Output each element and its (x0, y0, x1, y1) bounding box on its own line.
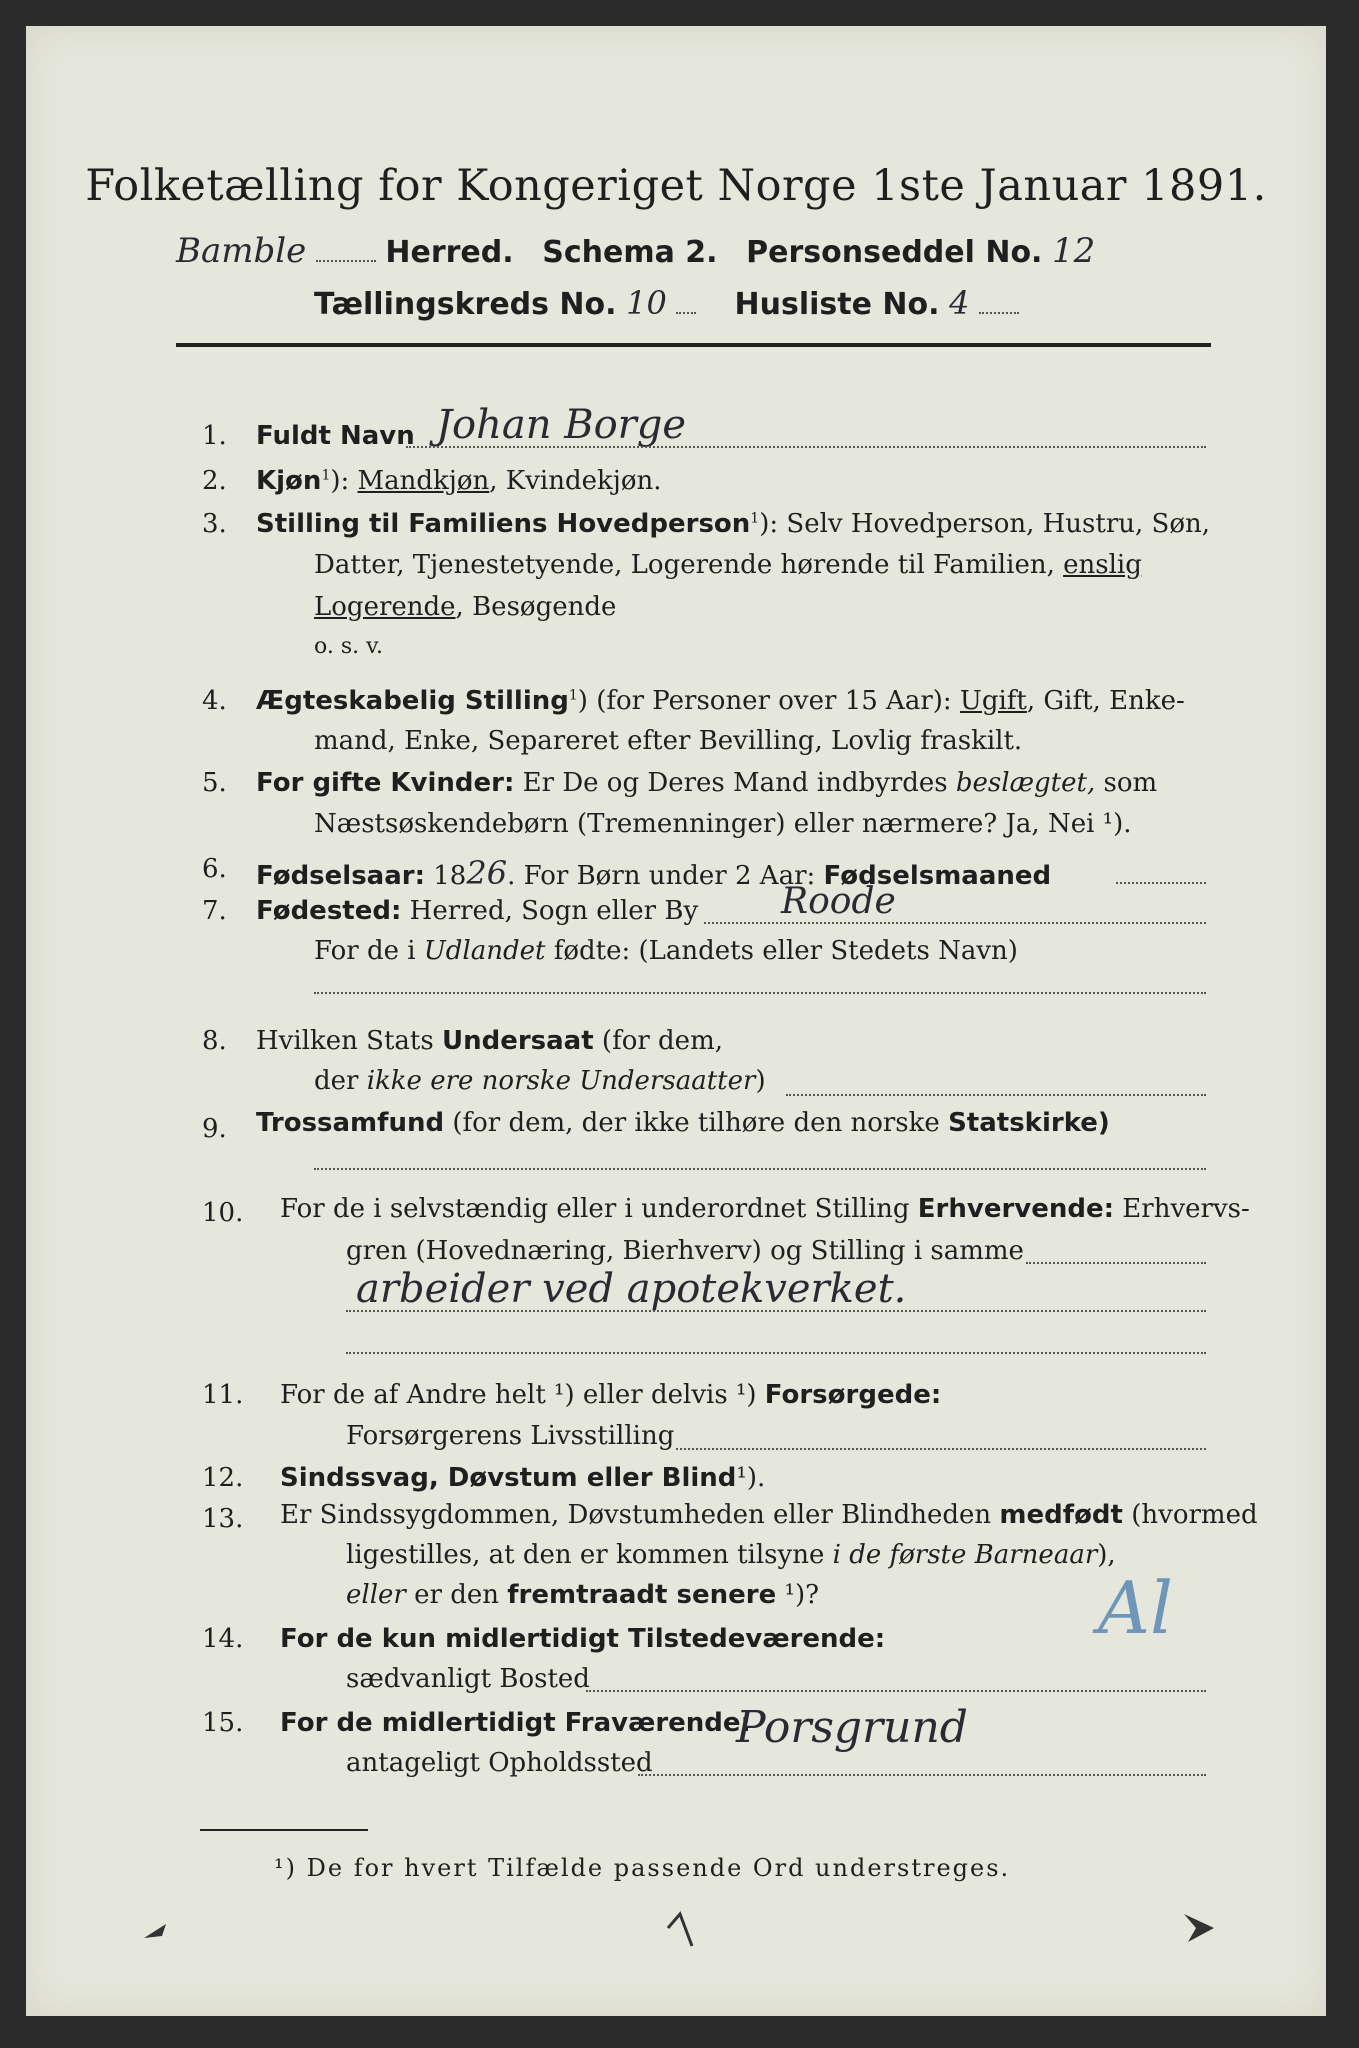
item-14-line1: For de kun midlertidigt Tilstedeværende: (280, 1624, 886, 1654)
full-name-value: Johan Borge (436, 402, 687, 448)
item-10-number: 10. (202, 1198, 244, 1228)
item-1-number: 1. (202, 421, 227, 451)
item-3-line3: Logerende, Besøgende (314, 592, 617, 622)
occupation-value: arbeider ved apotekverket. (356, 1266, 907, 1312)
item-9-number: 9. (202, 1114, 227, 1144)
residence-value: Porsgrund (736, 1702, 968, 1753)
corner-mark-right-icon (1178, 1908, 1228, 1948)
item-9-line1: Trossamfund (for dem, der ikke tilhøre den norske Statskirke) (256, 1108, 1110, 1138)
birthplace-value: Roode (781, 881, 896, 922)
husliste-label: Husliste No. (734, 287, 940, 322)
item-13-line1: Er Sindssygdommen, Døvstumheden eller Blindheden medfødt (hvormed (280, 1500, 1258, 1530)
kreds-label: Tællingskreds No. (314, 287, 617, 322)
corner-mark-left-icon (136, 1906, 196, 1946)
item-15-line1: For de midlertidigt Fraværende: (280, 1708, 751, 1738)
husliste-value: 4 (949, 284, 970, 322)
herred-label: Herred. (385, 235, 514, 270)
item-1-label: Fuldt Navn (256, 421, 415, 451)
gender-male-selected: Mandkjøn (357, 466, 490, 496)
birth-year-value: 26 (466, 854, 508, 892)
personseddel-label: Personseddel No. (746, 235, 1043, 270)
item-13-line2: ligestilles, at den er kommen tilsyne i de første Barneaar), (346, 1540, 1116, 1570)
item-10-line2: gren (Hovednæring, Bierhverv) og Stilling i samme (346, 1236, 1024, 1266)
item-3-line4: o. s. v. (314, 634, 383, 659)
item-15-line2: antageligt Opholdssted (346, 1748, 653, 1778)
item-11-line2: Forsørgerens Livsstilling (346, 1421, 675, 1451)
item-11-line1: For de af Andre helt ¹) eller delvis ¹) Forsørgede: (280, 1380, 942, 1410)
header-row-herred (176, 231, 1095, 271)
enslig-underlined: enslig (1063, 550, 1142, 580)
personseddel-value: 12 (1052, 231, 1096, 271)
item-11-number: 11. (202, 1380, 244, 1410)
item-14-number: 14. (202, 1624, 244, 1654)
form-title: Folketælling for Kongeriget Norge 1ste Januar 1891. (85, 161, 1267, 211)
item-7-line1: Fødested: Herred, Sogn eller By (256, 896, 699, 926)
item-5-line1: For gifte Kvinder: Er De og Deres Mand indbyrdes beslægtet, som (256, 768, 1158, 798)
item-2-number: 2. (202, 466, 227, 496)
header-rule (176, 343, 1211, 347)
item-14-line2: sædvanligt Bosted (346, 1664, 590, 1694)
item-3-line2: Datter, Tjenestetyende, Logerende hørende til Familien, enslig (314, 550, 1142, 580)
item-4-line2: mand, Enke, Separeret efter Bevilling, Lovlig fraskilt. (314, 726, 1023, 756)
item-8-number: 8. (202, 1026, 227, 1056)
logerende-underlined: Logerende (314, 592, 456, 622)
header-row-kreds (314, 284, 1019, 322)
item-1-row (256, 421, 415, 451)
item-6-row: Fødselsaar: 1826. For Børn under 2 Aar: Fødselsmaaned (256, 854, 1052, 892)
item-5-line2: Næstsøskendebørn (Tremenninger) eller nærmere? Ja, Nei ¹). (314, 809, 1132, 839)
item-6-number: 6. (202, 854, 227, 884)
item-10-line1: For de i selvstændig eller i underordnet Stilling Erhvervende: Erhvervs- (280, 1194, 1250, 1224)
item-13-line3: eller er den fremtraadt senere ¹)? (346, 1580, 820, 1610)
ugift-underlined: Ugift (959, 686, 1027, 716)
item-2-row: Kjøn$^1$): Mandkjøn, Kvindekjøn. (256, 466, 662, 496)
item-7-number: 7. (202, 896, 227, 926)
item-8-line1: Hvilken Stats Undersaat (for dem, (256, 1026, 723, 1056)
schema-label: Schema 2. (542, 235, 718, 270)
corner-mark-center-icon (662, 1906, 702, 1956)
item-7-line2: For de i Udlandet fødte: (Landets eller Stedets Navn) (314, 936, 1018, 966)
footnote: ¹) De for hvert Tilfælde passende Ord understreges. (274, 1854, 1011, 1882)
item-8-line2: der ikke ere norske Undersaatter) (314, 1066, 766, 1096)
item-15-number: 15. (202, 1708, 244, 1738)
item-3-line1: Stilling til Familiens Hovedperson$^1$): Selv Hovedperson, Hustru, Søn, (256, 509, 1211, 539)
item-13-number: 13. (202, 1504, 244, 1534)
item-3-number: 3. (202, 509, 227, 539)
margin-mark: Al (1098, 1566, 1174, 1650)
item-4-line1: Ægteskabelig Stilling$^1$) (for Personer over 15 Aar): Ugift, Gift, Enke- (256, 686, 1185, 716)
herred-value: Bamble (176, 231, 307, 271)
item-12-row: Sindssvag, Døvstum eller Blind¹). (280, 1463, 766, 1493)
item-5-number: 5. (202, 768, 227, 798)
item-12-number: 12. (202, 1463, 244, 1493)
footnote-rule (200, 1829, 368, 1831)
item-4-number: 4. (202, 686, 227, 716)
census-form-sheet (26, 26, 1326, 2016)
kreds-value: 10 (626, 284, 667, 322)
